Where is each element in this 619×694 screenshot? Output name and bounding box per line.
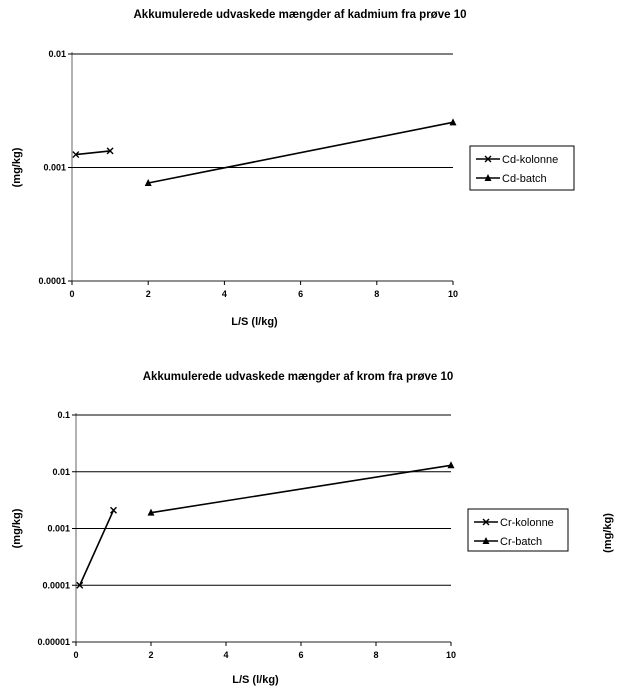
series-line-cd-batch bbox=[148, 122, 453, 183]
y-tick-label: 0.00001 bbox=[37, 637, 70, 647]
y-tick-label: 0.01 bbox=[52, 466, 70, 477]
stray-y-axis-label: (mg/kg) bbox=[602, 513, 614, 553]
x-tick-label: 4 bbox=[223, 650, 229, 660]
legend-label: Cd-kolonne bbox=[502, 154, 559, 166]
series-line-cd-kolonne bbox=[76, 151, 110, 155]
legend-label: Cd-batch bbox=[502, 173, 547, 185]
x-tick-label: 0 bbox=[69, 289, 75, 299]
x-tick-label: 8 bbox=[374, 289, 380, 299]
y-tick-label: 0.0001 bbox=[42, 580, 70, 591]
x-tick-label: 10 bbox=[445, 650, 457, 660]
x-tick-label: 4 bbox=[221, 289, 227, 299]
chart-title: Akkumulerede udvaskede mængder af kadmium fra prøve 10 bbox=[133, 9, 467, 21]
x-tick-label: 8 bbox=[373, 650, 379, 660]
legend bbox=[470, 146, 574, 190]
legend-label: Cr-batch bbox=[500, 536, 543, 548]
x-tick-label: 6 bbox=[298, 289, 304, 299]
x-tick-label: 2 bbox=[148, 650, 154, 660]
x-tick-label: 0 bbox=[73, 650, 79, 660]
y-tick-label: 0.001 bbox=[47, 523, 70, 534]
y-tick-label: 0.1 bbox=[57, 410, 70, 420]
x-tick-label: 6 bbox=[298, 650, 304, 660]
x-tick-label: 2 bbox=[145, 289, 151, 299]
x-tick-label: 10 bbox=[447, 289, 459, 299]
chart-cadmium bbox=[11, 9, 574, 328]
legend bbox=[468, 509, 568, 551]
x-axis-label: L/S (l/kg) bbox=[231, 316, 278, 328]
y-tick-label: 0.01 bbox=[48, 49, 66, 59]
chart-title: Akkumulerede udvaskede mængder af krom fra prøve 10 bbox=[142, 371, 454, 383]
legend-label: Cr-kolonne bbox=[500, 517, 554, 529]
y-axis-label: (mg/kg) bbox=[11, 147, 23, 188]
x-axis-label: L/S (l/kg) bbox=[232, 674, 279, 686]
chart-krom bbox=[11, 371, 568, 686]
series-line-cr-batch bbox=[151, 465, 451, 512]
data-point-cr-batch bbox=[448, 461, 455, 468]
y-axis-label: (mg/kg) bbox=[11, 508, 23, 549]
data-point-cd-batch bbox=[450, 118, 457, 125]
y-tick-label: 0.0001 bbox=[38, 276, 66, 286]
y-tick-label: 0.001 bbox=[43, 162, 66, 173]
series-line-cr-kolonne bbox=[80, 510, 114, 585]
data-point-cr-kolonne bbox=[111, 507, 117, 513]
